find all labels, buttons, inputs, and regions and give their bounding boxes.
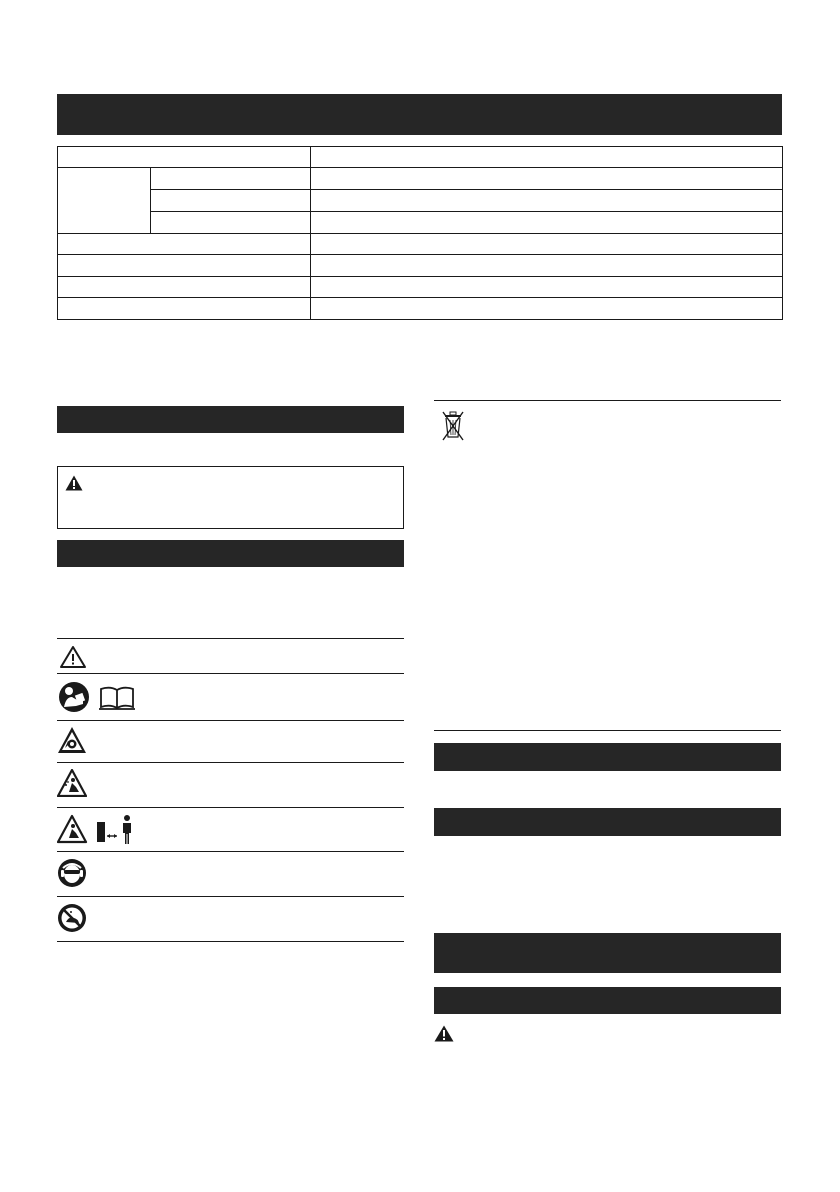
warning-box bbox=[57, 466, 404, 529]
spec-label bbox=[58, 277, 311, 298]
warning-triangle-icon bbox=[59, 645, 87, 669]
list-item bbox=[57, 639, 404, 673]
spec-label bbox=[58, 298, 311, 320]
wear-eye-ear-protection-icon bbox=[57, 858, 87, 888]
spec-label bbox=[58, 255, 311, 277]
no-wet-conditions-icon bbox=[57, 903, 87, 933]
spec-sublabel bbox=[151, 190, 311, 212]
list-item bbox=[57, 852, 404, 896]
list-item bbox=[57, 897, 404, 941]
spec-value bbox=[311, 212, 783, 234]
table-row bbox=[58, 298, 783, 320]
warning-triangle-icon bbox=[65, 475, 83, 491]
keep-distance-icon bbox=[57, 812, 137, 846]
spec-label bbox=[58, 234, 311, 255]
read-manual-icon bbox=[57, 680, 147, 714]
heading-bar-2 bbox=[434, 808, 781, 836]
spec-value bbox=[311, 147, 783, 168]
crossed-out-bin-icon bbox=[440, 407, 466, 441]
title-bar bbox=[57, 94, 782, 135]
heading-bar-4 bbox=[434, 987, 781, 1014]
list-item bbox=[57, 763, 404, 807]
spec-sublabel bbox=[151, 168, 311, 190]
heading-bar-3 bbox=[434, 933, 781, 973]
spec-label bbox=[58, 147, 311, 168]
spec-value bbox=[311, 298, 783, 320]
warning-triangle-icon bbox=[434, 1025, 454, 1042]
table-row bbox=[58, 212, 783, 234]
divider bbox=[434, 730, 781, 731]
spec-value bbox=[311, 190, 783, 212]
table-row bbox=[58, 147, 783, 168]
table-row bbox=[58, 234, 783, 255]
intended-use-heading-bar bbox=[57, 406, 404, 433]
list-item bbox=[57, 674, 404, 720]
symbols-heading-bar bbox=[57, 540, 404, 567]
table-row bbox=[58, 277, 783, 298]
list-item bbox=[57, 721, 404, 762]
specifications-table bbox=[57, 146, 783, 320]
spec-sublabel bbox=[151, 212, 311, 234]
spec-label bbox=[58, 168, 151, 234]
rotating-blade-hazard-icon bbox=[57, 726, 87, 754]
spec-value bbox=[311, 168, 783, 190]
table-row bbox=[58, 255, 783, 277]
list-item bbox=[57, 808, 404, 851]
table-row bbox=[58, 168, 783, 190]
divider bbox=[434, 400, 781, 401]
table-row bbox=[58, 190, 783, 212]
spec-value bbox=[311, 234, 783, 255]
spec-value bbox=[311, 255, 783, 277]
flying-object-hazard-icon bbox=[57, 769, 87, 797]
heading-bar-1 bbox=[434, 743, 781, 771]
spec-value bbox=[311, 277, 783, 298]
divider bbox=[57, 941, 404, 942]
